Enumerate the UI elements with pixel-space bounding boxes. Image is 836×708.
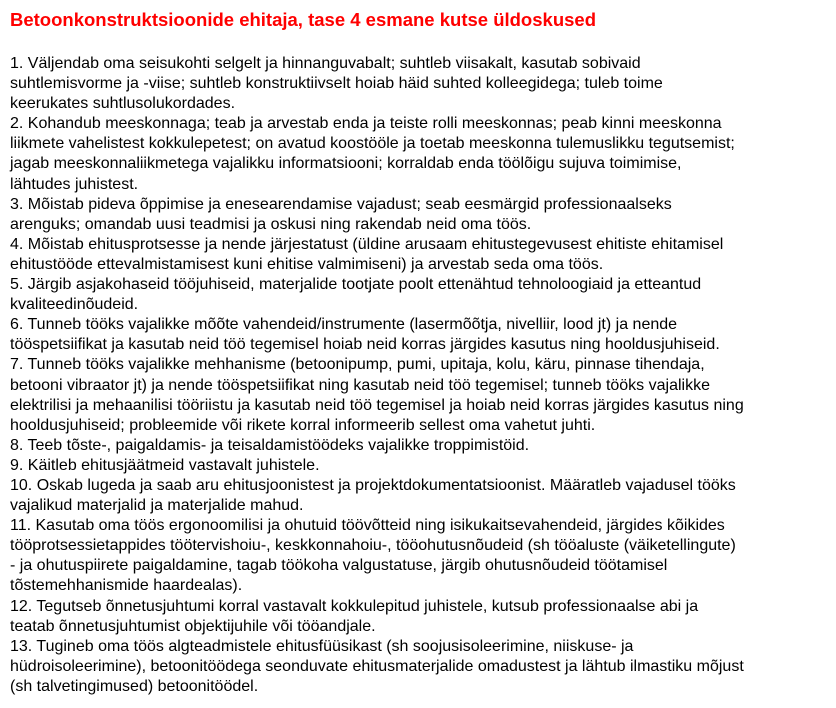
- skill-item-line: hooldusjuhiseid; probleemide või rikete korral informeerib sellest oma vahetut juhti.: [10, 416, 596, 434]
- skill-item-line: lähtudes juhistest.: [10, 175, 139, 193]
- skill-item-9: [10, 456, 836, 476]
- skill-item-line: 12. Tegutseb õnnetusjuhtumi korral vastavalt kokkulepitud juhistele, kutsub professionaalse abi ja: [10, 597, 699, 615]
- skill-item-1: [10, 54, 836, 114]
- skill-item-line: arenguks; omandab uusi teadmisi ja oskusi ning rakendab neid oma töös.: [10, 215, 532, 233]
- skill-item-11: [10, 516, 836, 596]
- skill-item-line: betooni vibraator jt) ja nende tööspetsiifikat ning kasutab neid töö tegemisel; tunneb tööks vajalikke: [10, 376, 710, 394]
- skill-item-line: ehitustööde ettevalmistamisest kuni ehitise valmimiseni) ja arvestab seda oma töös.: [10, 255, 604, 273]
- skill-item-line: tõstemehhanismide haardealas).: [10, 577, 243, 595]
- skills-list: [10, 54, 836, 697]
- skill-item-line: 1. Väljendab oma seisukohti selgelt ja hinnanguvabalt; suhtleb viisakalt, kasutab sobivaid: [10, 55, 641, 72]
- skill-item-line: - ja ohutuspiirete paigaldamine, tagab töökoha valgustatuse, järgib ohutusnõudeid töötamisel: [10, 557, 668, 575]
- skill-item-line: 10. Oskab lugeda ja saab aru ehitusjoonistest ja projektdokumentatsioonist. Määratleb vajadusel tööks: [10, 476, 736, 494]
- skill-item-12: [10, 597, 836, 637]
- skill-item-line: tööspetsiifikat ja kasutab neid töö tegemisel hoiab neid korras järgides kasutus ning hooldusjuhiseid.: [10, 336, 720, 354]
- skill-item-5: [10, 275, 836, 315]
- skill-item-line: 5. Järgib asjakohaseid tööjuhiseid, materjalide tootjate poolt ettenähtud tehnoloogiaid ja etteantud: [10, 276, 702, 294]
- skill-item-3: [10, 195, 836, 235]
- skill-item-line: suhtlemisvorme ja -viise; suhtleb konstruktiivselt hoiab häid suhted kolleegidega; tuleb toime: [10, 75, 663, 93]
- skill-item-line: 4. Mõistab ehitusprotsesse ja nende järjestatust (üldine arusaam ehitustegevusest ehitiste ehitamisel: [10, 235, 724, 253]
- skill-item-line: jagab meeskonnaliikmetega vajalikku informatsiooni; korraldab enda töölõigu sujuva toimimise,: [10, 155, 682, 173]
- skill-item-line: 11. Kasutab oma töös ergonoomilisi ja ohutuid töövõtteid ning isikukaitsevahendeid, järgides kõikides: [10, 517, 725, 535]
- skill-item-line: 8. Teeb tõste-, paigaldamis- ja teisaldamistöödeks vajalikke troppimistöid.: [10, 436, 530, 454]
- skill-item-line: 13. Tugineb oma töös algteadmistele ehitusfüüsikast (sh soojusisoleerimine, niiskuse- ja: [10, 637, 634, 655]
- skill-item-line: tööprotsessietappides töötervishoiu-, keskkonnahoiu-, tööohutusnõudeid (sh tööaluste (väiketellingute): [10, 537, 736, 555]
- skill-item-2: [10, 114, 836, 194]
- skill-item-line: elektrilisi ja mehaanilisi tööriistu ja kasutab neid töö tegemisel ja hoiab neid korras järgides kasutus ning: [10, 396, 744, 414]
- skill-item-line: teatab õnnetusjuhtumist objektijuhile või tööandjale.: [10, 617, 376, 635]
- skill-item-line: 7. Tunneb tööks vajalikke mehhanisme (betoonipump, pumi, upitaja, kolu, käru, pinnase tihendaja,: [10, 356, 705, 374]
- skill-item-13: [10, 637, 836, 697]
- skill-item-6: [10, 315, 836, 355]
- skill-item-line: hüdroisoleerimine), betoonitöödega seonduvate ehitusmaterjalide omadustest ja lähtub ilmastiku mõjust: [10, 657, 744, 675]
- skill-item-8: [10, 436, 836, 456]
- skill-item-line: keerukates suhtlusolukordades.: [10, 95, 236, 113]
- skill-item-line: 9. Käitleb ehitusjäätmeid vastavalt juhistele.: [10, 456, 320, 474]
- skill-item-line: kvaliteedinõudeid.: [10, 296, 139, 314]
- skill-item-7: [10, 355, 836, 435]
- skill-item-line: 6. Tunneb tööks vajalikke mõõte vahendeid/instrumente (lasermõõtja, nivelliir, lood jt) ja nende: [10, 316, 678, 334]
- skill-item-4: [10, 235, 836, 275]
- skill-item-line: 2. Kohandub meeskonnaga; teab ja arvestab enda ja teiste rolli meeskonnas; peab kinni meeskonna: [10, 115, 722, 133]
- skill-item-10: [10, 476, 836, 516]
- skill-item-line: vajalikud materjalid ja materjalide mahud.: [10, 497, 304, 515]
- skill-item-line: 3. Mõistab pideva õppimise ja enesearendamise vajadust; seab eesmärgid professionaalseks: [10, 195, 672, 213]
- skill-item-line: (sh talvetingimused) betoonitöödel.: [10, 677, 259, 695]
- skill-item-line: liikmete vahelistest kokkulepetest; on avatud koostööle ja toetab meeskonna tulemuslikku tegutsemist;: [10, 135, 735, 153]
- document-title: Betoonkonstruktsioonide ehitaja, tase 4 esmane kutse üldoskused: [10, 9, 596, 30]
